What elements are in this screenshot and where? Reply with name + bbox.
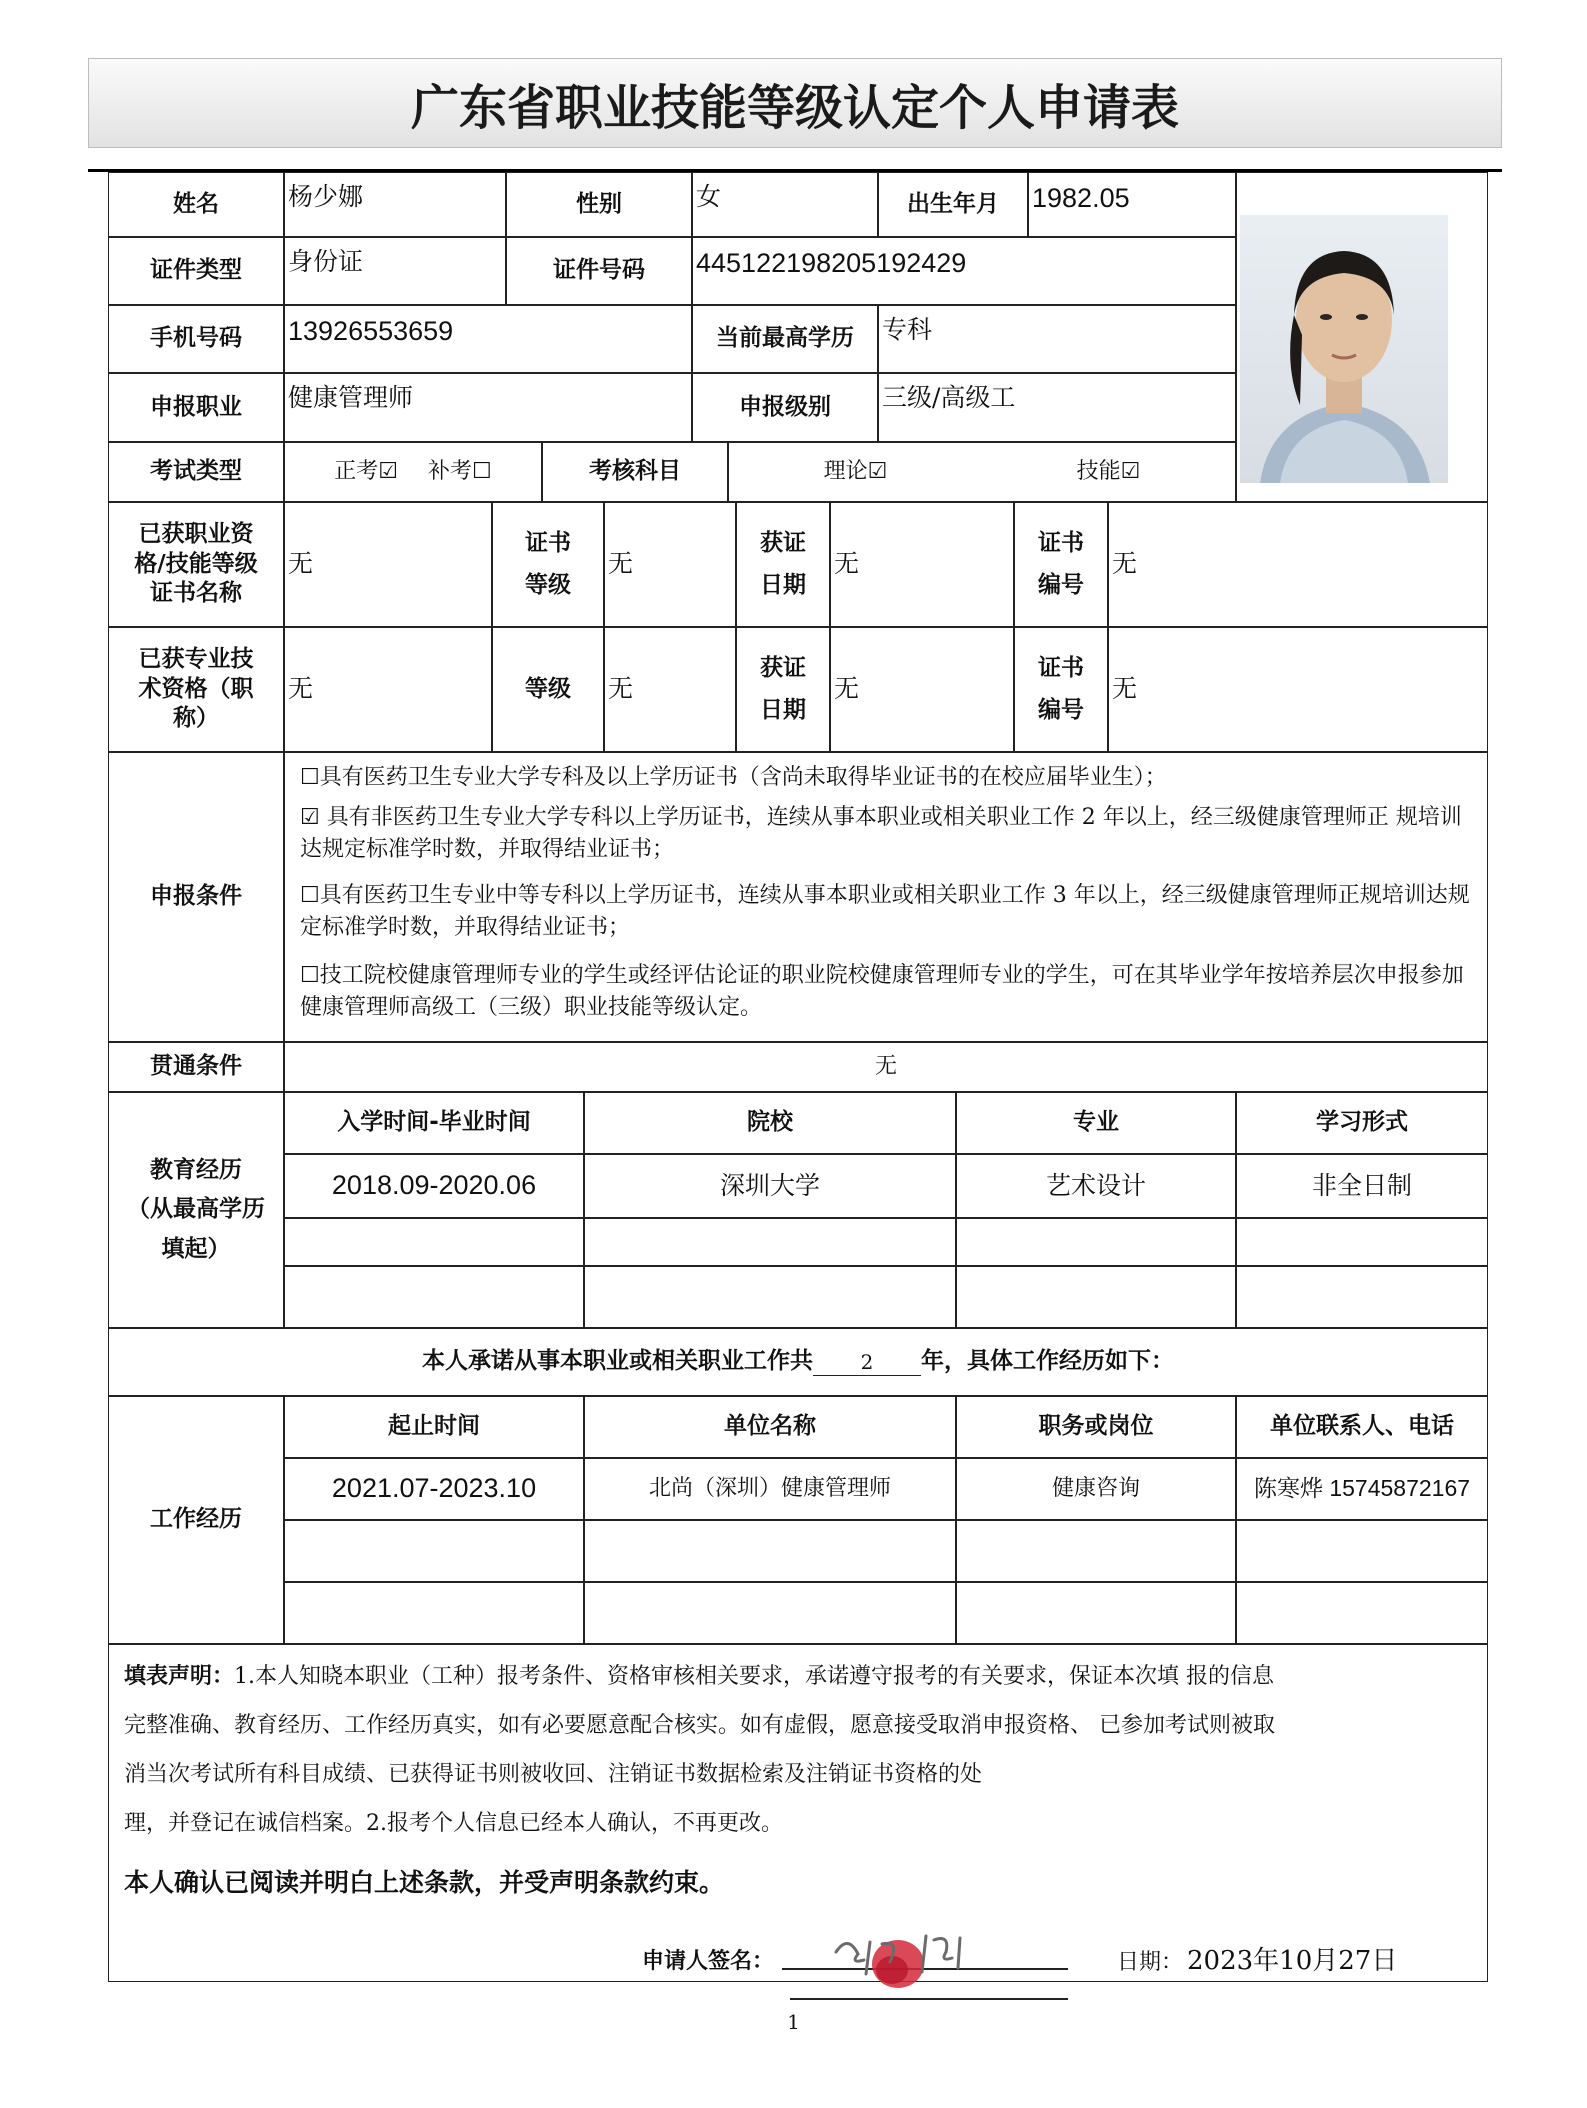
commitment-prefix: 本人承诺从事本职业或相关职业工作共 [422, 1348, 813, 1375]
gender-value: 女 [692, 172, 878, 237]
cert-grade-label [492, 502, 604, 627]
through-value: 无 [284, 1042, 1488, 1092]
date-label: 日期： [1117, 1950, 1184, 1975]
makeup-exam-checkbox: 补考☐ [428, 458, 492, 484]
cert-no-label-line2: 编号 [1038, 571, 1084, 598]
condition-item: ☐具有医药卫生专业中等专科以上学历证书，连续从事本职业或相关职业工作 3 年以上，经三级健康管理师正规培训达规定标准学时数，并取得结业证书； [300, 883, 1470, 940]
work-header-period: 起止时间 [284, 1396, 584, 1458]
regular-exam-checkbox: 正考☑ [334, 458, 398, 484]
qualification-cert-label-line2: 格/技能等级 [134, 550, 258, 577]
edu-row-period: 2018.09-2020.06 [284, 1154, 584, 1218]
birth-value: 1982.05 [1028, 172, 1236, 237]
edu-header-school: 院校 [584, 1092, 956, 1154]
work-empty-cell [284, 1582, 584, 1644]
title-date-label [736, 627, 830, 752]
form-title: 广东省职业技能等级认定个人申请表 [88, 58, 1502, 148]
work-row-period: 2021.07-2023.10 [284, 1458, 584, 1520]
theory-checkbox: 理论☑ [823, 458, 888, 484]
through-label: 贯通条件 [108, 1042, 284, 1092]
cert-grade-label-line1: 证书 [525, 530, 571, 557]
id-type-value: 身份证 [284, 237, 506, 305]
title-date-label-line2: 日期 [760, 696, 806, 723]
edu-row-school: 深圳大学 [584, 1154, 956, 1218]
work-empty-cell [284, 1520, 584, 1582]
qualification-cert-label-line3: 证书名称 [150, 580, 242, 607]
title-grade-label: 等级 [492, 627, 604, 752]
professional-title-label [108, 627, 284, 752]
title-date-label-line1: 获证 [760, 655, 806, 682]
work-empty-cell [956, 1520, 1236, 1582]
conditions-label: 申报条件 [108, 752, 284, 1042]
exam-type-value [284, 442, 542, 502]
education-value: 专科 [878, 305, 1236, 373]
edu-empty-cell [1236, 1218, 1488, 1266]
edu-empty-cell [584, 1218, 956, 1266]
declaration-line3: 消当次考试所有科目成绩、已获得证书则被收回、注销证书数据检索及注销证书资格的处 [124, 1762, 983, 1787]
name-label: 姓名 [108, 172, 284, 237]
edu-row-major: 艺术设计 [956, 1154, 1236, 1218]
work-empty-cell [584, 1582, 956, 1644]
edu-empty-cell [956, 1218, 1236, 1266]
professional-title-label-line3: 称） [173, 705, 219, 732]
title-no-label-line1: 证书 [1038, 655, 1084, 682]
qualification-cert-label-line1: 已获职业资 [138, 520, 254, 547]
signature-label: 申请人签名： [642, 1949, 775, 1974]
name-value: 杨少娜 [284, 172, 506, 237]
level-value: 三级/高级工 [878, 373, 1236, 442]
work-empty-cell [584, 1520, 956, 1582]
work-row-company: 北尚（深圳）健康管理师 [584, 1458, 956, 1520]
condition-item: ☐技工院校健康管理师专业的学生或经评估论证的职业院校健康管理师专业的学生，可在其毕业学年按培养层次申报参加健康管理师高级工（三级）职业技能等级认定。 [300, 963, 1464, 1020]
qualification-cert-value: 无 [284, 502, 492, 627]
work-row-contact: 陈寒烨 15745872167 [1236, 1458, 1488, 1520]
education-history-label-line1: 教育经历 [150, 1157, 242, 1184]
sign-date: 2023年10月27日 [1187, 1946, 1398, 1976]
education-history-label [108, 1092, 284, 1328]
cert-date-label-line1: 获证 [760, 530, 806, 557]
education-label: 当前最高学历 [692, 305, 878, 373]
work-empty-cell [1236, 1520, 1488, 1582]
declaration-line4: 理，并登记在诚信档案。2.报考个人信息已经本人确认，不再更改。 [124, 1811, 783, 1836]
photo-cell [1236, 172, 1488, 502]
page-number: 1 [787, 2010, 800, 2034]
edu-header-period: 入学时间-毕业时间 [284, 1092, 584, 1154]
work-header-contact: 单位联系人、电话 [1236, 1396, 1488, 1458]
work-header-company: 单位名称 [584, 1396, 956, 1458]
declaration-line1 [124, 1652, 1469, 1702]
exam-type-label: 考试类型 [108, 442, 284, 502]
qualification-cert-label [108, 502, 284, 627]
professional-title-label-line2: 术资格（职 [138, 675, 254, 702]
occupation-label: 申报职业 [108, 373, 284, 442]
cert-no-label [1014, 502, 1108, 627]
work-commitment [108, 1328, 1488, 1396]
cert-date-label-line2: 日期 [760, 571, 806, 598]
signature-stamp-icon [830, 1912, 1000, 2002]
id-no-value: 445122198205192429 [692, 237, 1236, 305]
title-grade-value: 无 [604, 627, 736, 752]
professional-title-label-line1: 已获专业技 [138, 645, 254, 672]
commitment-suffix: 年，具体工作经历如下： [921, 1348, 1174, 1375]
edu-empty-cell [1236, 1266, 1488, 1328]
birth-label: 出生年月 [878, 172, 1028, 237]
edu-header-major: 专业 [956, 1092, 1236, 1154]
id-type-label: 证件类型 [108, 237, 284, 305]
occupation-value: 健康管理师 [284, 373, 692, 442]
declaration-text: 1.本人知晓本职业（工种）报考条件、资格审核相关要求，承诺遵守报考的有关要求，保证本次填 报的信息 [234, 1664, 1275, 1689]
cert-no-label-line1: 证书 [1038, 530, 1084, 557]
level-label: 申报级别 [692, 373, 878, 442]
title-no-label [1014, 627, 1108, 752]
edu-empty-cell [284, 1266, 584, 1328]
skill-checkbox: 技能☑ [1076, 458, 1141, 484]
gender-label: 性别 [506, 172, 692, 237]
cert-date-label [736, 502, 830, 627]
subjects-value [728, 442, 1236, 502]
work-empty-cell [956, 1582, 1236, 1644]
cert-grade-value: 无 [604, 502, 736, 627]
phone-value: 13926553659 [284, 305, 692, 373]
work-row-position: 健康咨询 [956, 1458, 1236, 1520]
condition-item: ☑ 具有非医药卫生专业大学专科以上学历证书，连续从事本职业或相关职业工作 2 年以上，经三级健康管理师正 规培训达规定标准学时数，并取得结业证书； [300, 805, 1462, 862]
cert-date-value: 无 [830, 502, 1014, 627]
edu-empty-cell [284, 1218, 584, 1266]
edu-empty-cell [584, 1266, 956, 1328]
edu-row-mode: 非全日制 [1236, 1154, 1488, 1218]
education-history-label-line2: （从最高学历 [127, 1196, 265, 1223]
title-no-value: 无 [1108, 627, 1488, 752]
id-no-label: 证件号码 [506, 237, 692, 305]
edu-header-mode: 学习形式 [1236, 1092, 1488, 1154]
professional-title-value: 无 [284, 627, 492, 752]
title-date-value: 无 [830, 627, 1014, 752]
subjects-label: 考核科目 [542, 442, 728, 502]
work-header-position: 职务或岗位 [956, 1396, 1236, 1458]
condition-item: ☐具有医药卫生专业大学专科及以上学历证书（含尚未取得毕业证书的在校应届毕业生）； [300, 765, 1167, 790]
declaration-confirm: 本人确认已阅读并明白上述条款，并受声明条款约束。 [124, 1868, 725, 1897]
work-empty-cell [1236, 1582, 1488, 1644]
phone-label: 手机号码 [108, 305, 284, 373]
edu-empty-cell [956, 1266, 1236, 1328]
declaration-line2: 完整准确、教育经历、工作经历真实，如有必要愿意配合核实。如有虚假，愿意接受取消申报资格、 已参加考试则被取 [124, 1713, 1275, 1738]
cert-grade-label-line2: 等级 [525, 571, 571, 598]
declaration-label: 填表声明： [124, 1664, 235, 1689]
commitment-years: 2 [813, 1349, 921, 1376]
cert-no-value: 无 [1108, 502, 1488, 627]
title-no-label-line2: 编号 [1038, 696, 1084, 723]
education-history-label-line3: 填起） [161, 1235, 231, 1262]
work-history-label: 工作经历 [108, 1396, 284, 1644]
